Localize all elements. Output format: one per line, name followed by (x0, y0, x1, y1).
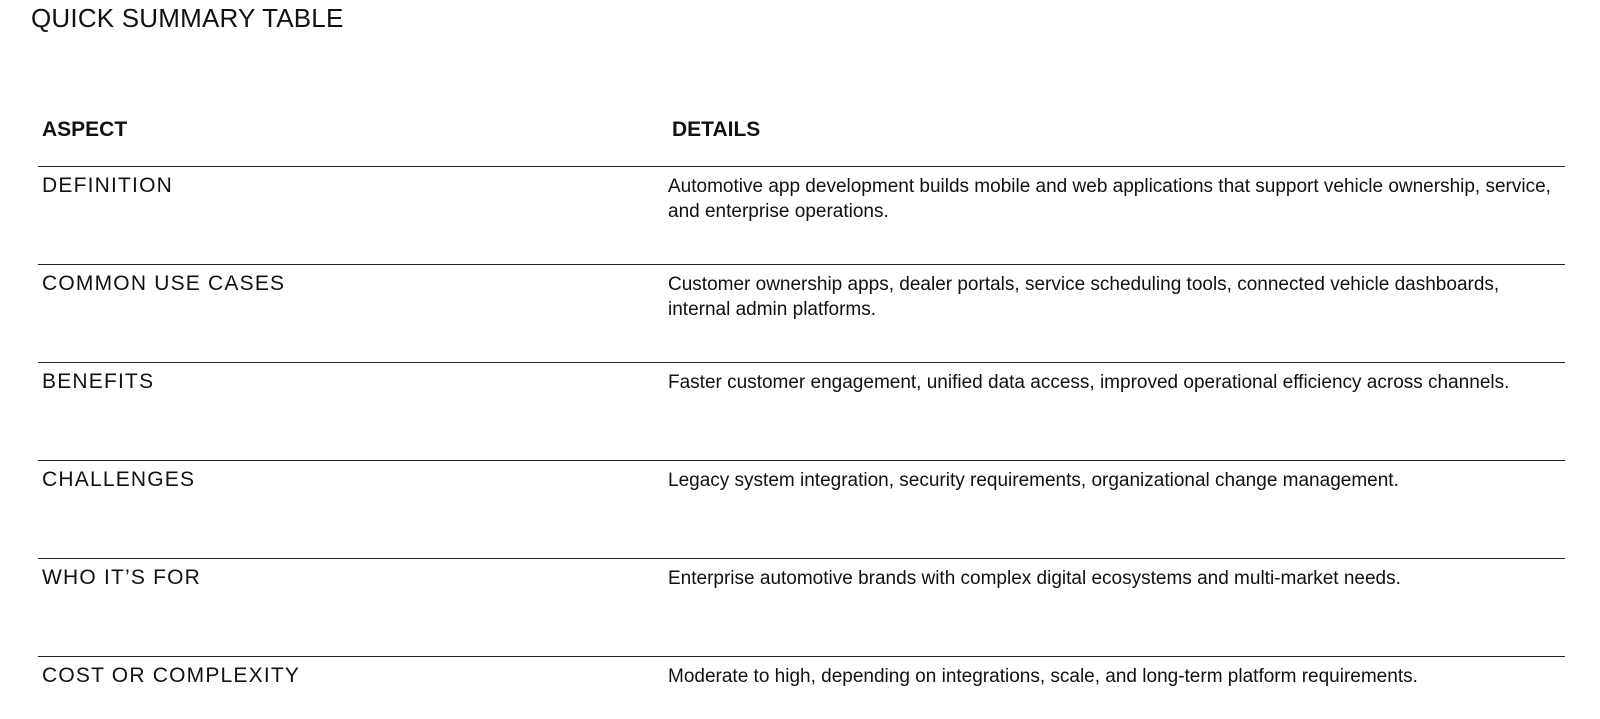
summary-table (38, 112, 1565, 719)
row-aspect-benefits: BENEFITS (42, 370, 155, 393)
header-details: DETAILS (672, 118, 761, 141)
table-row (38, 657, 1565, 719)
table-row (38, 559, 1565, 657)
table-row (38, 363, 1565, 461)
row-details-benefits: Faster customer engagement, unified data access, improved operational efficiency across channels. (668, 372, 1510, 393)
table-row (38, 167, 1565, 265)
table-header-row (38, 112, 1565, 167)
page-title: QUICK SUMMARY TABLE (31, 3, 344, 33)
row-aspect-definition: DEFINITION (42, 174, 173, 197)
row-details-definition: Automotive app development builds mobile and web applications that support vehicle ownership, service, and enterprise operations. (668, 176, 1551, 222)
table-row (38, 461, 1565, 559)
row-aspect-who-its-for: WHO IT’S FOR (42, 566, 202, 589)
table-row (38, 265, 1565, 363)
row-details-who-its-for: Enterprise automotive brands with complex digital ecosystems and multi-market needs. (668, 568, 1401, 589)
row-aspect-challenges: CHALLENGES (42, 468, 196, 491)
row-aspect-cost: COST OR COMPLEXITY (42, 664, 301, 687)
row-aspect-use-cases: COMMON USE CASES (42, 272, 286, 295)
row-details-use-cases: Customer ownership apps, dealer portals, service scheduling tools, connected vehicle dashboards, internal admin platforms. (668, 274, 1500, 320)
row-details-challenges: Legacy system integration, security requirements, organizational change management. (668, 470, 1399, 491)
row-details-cost: Moderate to high, depending on integrations, scale, and long-term platform requirements. (668, 666, 1418, 687)
header-aspect: ASPECT (42, 118, 128, 141)
